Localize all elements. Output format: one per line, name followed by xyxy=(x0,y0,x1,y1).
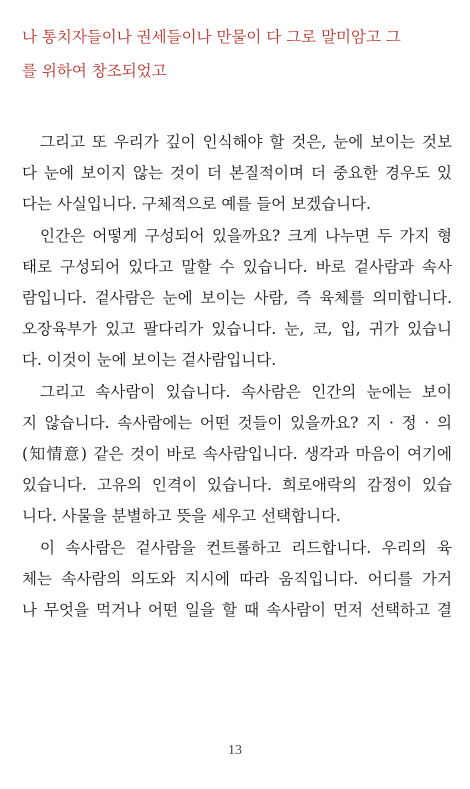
body-line: 지 않습니다. 속사람에는 어떤 것들이 있을까요? 지 · 정 · 의 xyxy=(22,413,452,432)
body-line: 태로 구성되어 있다고 말할 수 있습니다. 바로 겉사람과 속사 xyxy=(22,257,452,276)
page-number: 13 xyxy=(228,743,242,758)
body-line: 인간은 어떻게 구성되어 있을까요? 크게 나누면 두 가지 형 xyxy=(40,226,452,245)
body-line: 람입니다. 겉사람은 눈에 보이는 사람, 즉 육체를 의미합니다. xyxy=(22,289,452,308)
scripture-quote xyxy=(22,20,452,88)
body-line: 다는 사실입니다. 구체적으로 예를 들어 보겠습니다. xyxy=(22,195,371,214)
body-line: 다. 이것이 눈에 보이는 겉사람입니다. xyxy=(22,351,277,370)
body-line: 이 속사람은 겉사람을 컨트롤하고 리드합니다. 우리의 육 xyxy=(40,538,452,557)
quote-line: 를 위하여 창조되었고 xyxy=(22,62,167,80)
body-line: 있습니다. 고유의 인격이 있습니다. 희로애락의 감정이 있습 xyxy=(22,476,452,495)
body-text xyxy=(22,127,452,626)
quote-line: 나 통치자들이나 권세들이나 만물이 다 그로 말미암고 그 xyxy=(22,28,401,46)
body-line: 다 눈에 보이지 않는 것이 더 본질적이며 더 중요한 경우도 있 xyxy=(22,164,452,183)
body-line: (知情意) 같은 것이 바로 속사람입니다. 생각과 마음이 여기에 xyxy=(22,445,452,464)
body-line: 그리고 속사람이 있습니다. 속사람은 인간의 눈에는 보이 xyxy=(40,382,452,401)
body-line: 니다. 사물을 분별하고 뜻을 세우고 선택합니다. xyxy=(22,507,341,526)
body-line: 체는 속사람의 의도와 지시에 따라 움직입니다. 어디를 가거 xyxy=(22,569,452,588)
body-line: 오장육부가 있고 팔다리가 있습니다. 눈, 코, 입, 귀가 있습니 xyxy=(22,320,452,339)
body-line: 그리고 또 우리가 깊이 인식해야 할 것은, 눈에 보이는 것보 xyxy=(40,133,452,151)
body-line: 나 무엇을 먹거나 어떤 일을 할 때 속사람이 먼저 선택하고 결 xyxy=(22,601,452,620)
